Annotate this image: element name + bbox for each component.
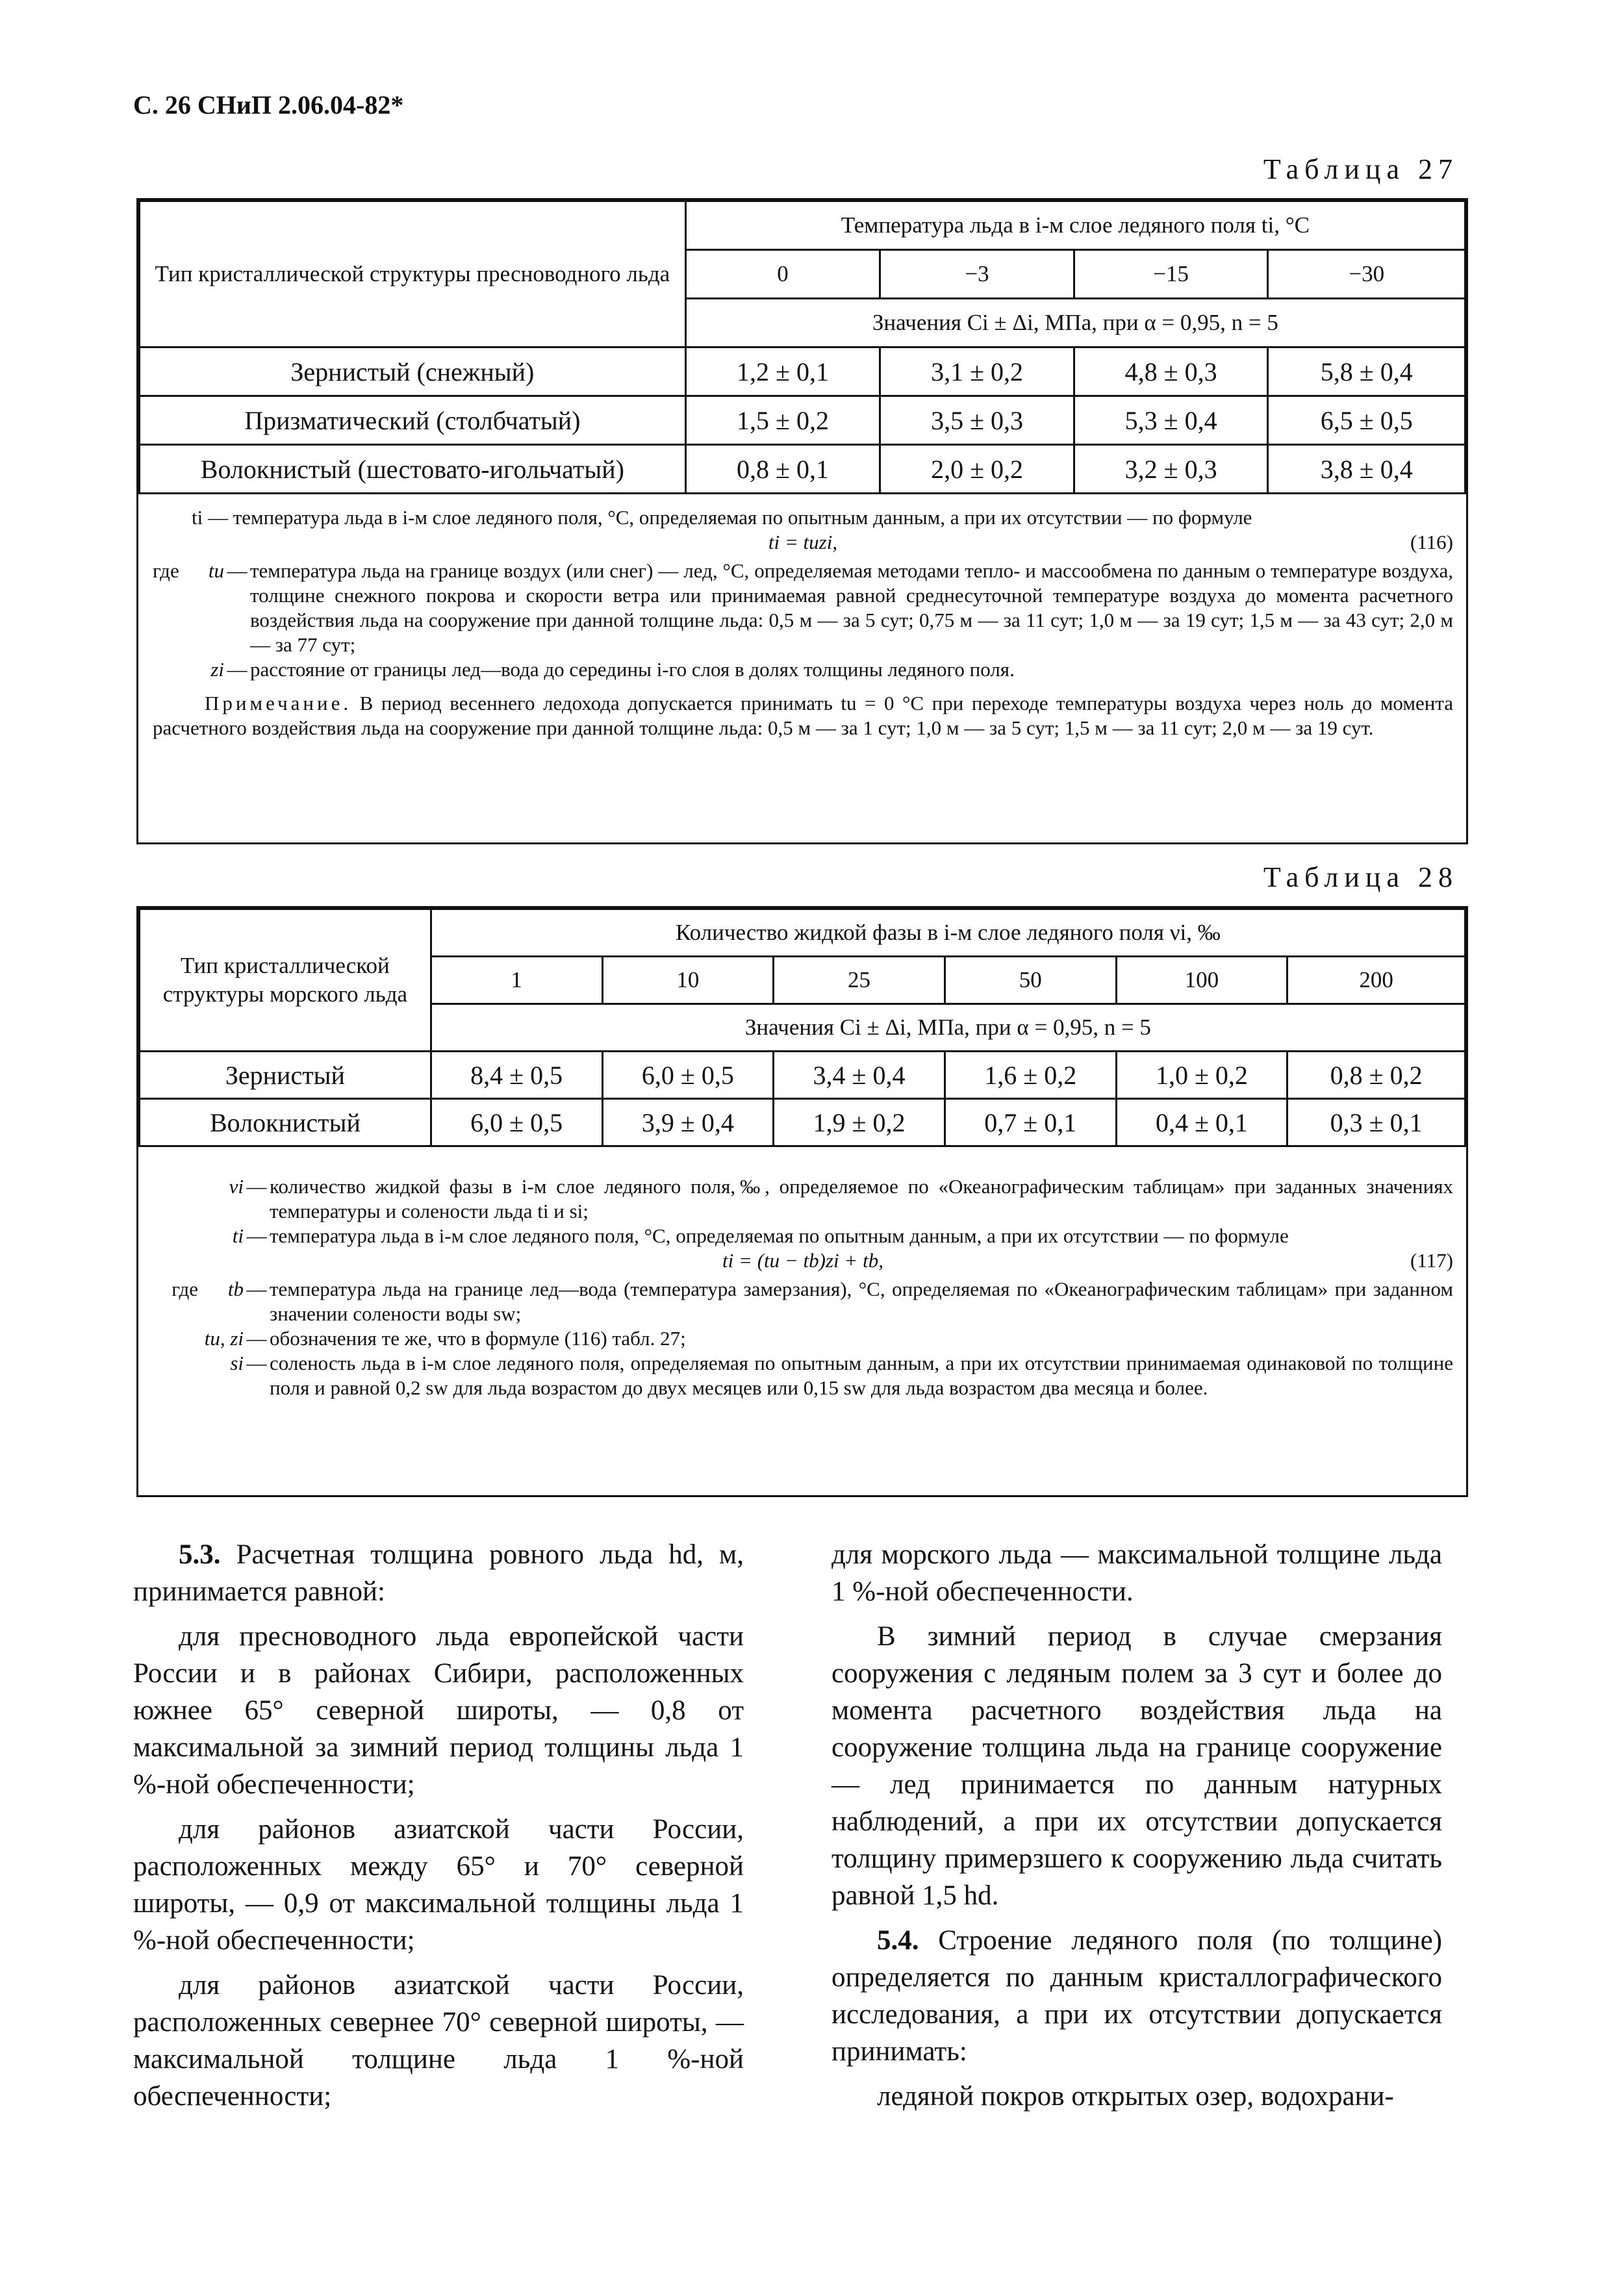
definition-text: соленость льда в i-м слое ледяного поля, определяемая по опытным данным, а при их отсутствии принимаемая одинаковой по толщине поля и равной 0,2 sw для льда возрастом до двух месяцев или 0,15 sw для льда возрастом два месяца и более. — [270, 1352, 1453, 1399]
table-27 — [136, 198, 1468, 844]
table-28-notes — [138, 1174, 1466, 1400]
definition-dash: — — [246, 1327, 267, 1350]
table-cell: 0,8 ± 0,1 — [685, 445, 880, 494]
table-27-temp: 0 — [685, 250, 880, 299]
page-header: С. 26 СНиП 2.06.04-82* — [133, 90, 404, 120]
note-text: В период весеннего ледохода допускается принимать tu = 0 °С при переходе температуры воздуха через ноль до момента расчетного воздействия льда на сооружение при данной толщине льда: 0,5 м — за 1 сут; 1,0 м — за 5 сут; 1,5 м — за 11 сут; 2,0 м — за 19 сут. — [153, 692, 1453, 739]
table-cell: 3,9 ± 0,4 — [602, 1099, 774, 1146]
section-number: 5.4. — [877, 1925, 919, 1956]
table-27-caption: Таблица 27 — [1263, 153, 1458, 185]
definition-row — [153, 1277, 1453, 1326]
table-cell: 6,5 ± 0,5 — [1268, 396, 1465, 445]
table-cell: 6,0 ± 0,5 — [602, 1052, 774, 1099]
table-row — [140, 347, 1465, 396]
table-27-row-label: Призматический (столбчатый) — [140, 396, 686, 445]
definition-row — [153, 1351, 1453, 1400]
table-cell: 3,1 ± 0,2 — [880, 347, 1074, 396]
table-27-type-header: Тип кристаллической структуры пресноводного льда — [140, 201, 686, 347]
table-27-notes — [138, 505, 1466, 740]
table-28-phase: 10 — [602, 957, 774, 1004]
table-28-phase: 50 — [945, 957, 1116, 1004]
table-cell: 0,3 ± 0,1 — [1288, 1099, 1465, 1146]
table-cell: 1,9 ± 0,2 — [774, 1099, 945, 1146]
table-28-phase: 25 — [774, 957, 945, 1004]
table-cell: 3,8 ± 0,4 — [1268, 445, 1465, 494]
definition-symbol: si — [230, 1352, 244, 1374]
table-28-grid — [138, 908, 1466, 1147]
paragraph: 5.4. Строение ледяного поля (по толщине) определяется по данным кристаллографического исследования, а при их отсутствии допускается принимать: — [831, 1925, 1442, 2067]
definition-symbol: tu — [208, 559, 224, 582]
table-cell: 8,4 ± 0,5 — [431, 1052, 602, 1099]
formula-116-expression: ti = tuzi, — [768, 531, 838, 553]
table-cell: 1,6 ± 0,2 — [945, 1052, 1116, 1099]
definition-symbol: ti — [232, 1224, 244, 1247]
table-row — [140, 445, 1465, 494]
definition-symbol: zi — [210, 658, 224, 681]
table-cell: 4,8 ± 0,3 — [1074, 347, 1268, 396]
formula-116 — [153, 530, 1453, 559]
table-cell: 3,5 ± 0,3 — [880, 396, 1074, 445]
table-27-grid — [138, 200, 1466, 494]
where-label: где — [153, 559, 179, 582]
note-label: Примечание. — [205, 692, 352, 714]
formula-116-number: (116) — [1410, 531, 1453, 553]
definition-text: обозначения те же, что в формуле (116) табл. 27; — [270, 1327, 686, 1350]
table-28-caption: Таблица 28 — [1263, 861, 1458, 893]
table-27-temp: −15 — [1074, 250, 1268, 299]
table-28-phase: 1 — [431, 957, 602, 1004]
table-27-row-label: Зернистый (снежный) — [140, 347, 686, 396]
definition-text: температура льда на границе воздух (или снег) — лед, °С, определяемая методами тепло- и массообмена по данным о температуре воздуха, толщине снежного покрова и скорости ветра или принимаемая равной среднесуточной температуре воздуха до момента расчетного воздействия льда на сооружение при данной толщине льда: 0,5 м — за 5 сут; 0,75 м — за 11 сут; 1,0 м — за 19 сут; 1,5 м — за 43 сут; 2,0 м — за 77 сут; — [250, 559, 1453, 656]
paragraph: 5.3. Расчетная толщина ровного льда hd, м, принимается равной: — [133, 1539, 744, 1607]
right-column — [831, 1536, 1442, 2123]
table-27-row-label: Волокнистый (шестовато-игольчатый) — [140, 445, 686, 494]
definition-row — [153, 559, 1453, 657]
definition-text: температура льда в i-м слое ледяного поля, °С, определяемая по опытным данным, а при их отсутствии — по формуле — [270, 1224, 1289, 1247]
paragraph: ледяной покров открытых озер, водохрани- — [877, 2081, 1394, 2112]
definition-symbol: νi — [229, 1175, 244, 1198]
table-cell: 1,5 ± 0,2 — [685, 396, 880, 445]
definition-dash: — — [246, 1278, 267, 1300]
table-28-row-label: Волокнистый — [140, 1099, 431, 1146]
definition-dash: — — [246, 1352, 267, 1374]
table-cell: 3,2 ± 0,3 — [1074, 445, 1268, 494]
formula-117-expression: ti = (tu − tb)zi + tb, — [722, 1249, 883, 1272]
table-cell: 1,2 ± 0,1 — [685, 347, 880, 396]
table-row — [140, 1052, 1465, 1099]
table-27-temp-header: Температура льда в i-м слое ледяного поля ti, °С — [685, 201, 1465, 250]
table-row — [140, 396, 1465, 445]
definition-dash: — — [227, 559, 247, 582]
table-27-note-ti: ti — температура льда в i-м слое ледяного поля, °С, определяемая по опытным данным, а при их отсутствии — по формуле — [192, 506, 1252, 529]
definition-text: количество жидкой фазы в i-м слое ледяного поля,‰, определяемое по «Океанографическим таблицам» при заданных значениях температуры и солености льда ti и si; — [270, 1175, 1453, 1222]
table-cell: 1,0 ± 0,2 — [1116, 1052, 1288, 1099]
table-cell: 0,8 ± 0,2 — [1288, 1052, 1465, 1099]
paragraph: для районов азиатской части России, расположенных между 65° и 70° северной широты, — 0,9 от максимальной толщины льда 1 %-ной обеспеченности; — [133, 1814, 744, 1956]
definition-dash: — — [246, 1175, 267, 1198]
table-cell: 0,7 ± 0,1 — [945, 1099, 1116, 1146]
left-column — [133, 1536, 744, 2123]
paragraph: для пресноводного льда европейской части России и в районах Сибири, расположенных южнее 65° северной широты, — 0,8 от максимальной за зимний период толщины льда 1 %-ной обеспеченности; — [133, 1621, 744, 1800]
table-28-phase: 200 — [1288, 957, 1465, 1004]
table-28-row-label: Зернистый — [140, 1052, 431, 1099]
formula-117 — [153, 1248, 1453, 1277]
definition-row — [153, 657, 1453, 682]
table-cell: 2,0 ± 0,2 — [880, 445, 1074, 494]
table-cell: 0,4 ± 0,1 — [1116, 1099, 1288, 1146]
table-28-phase: 100 — [1116, 957, 1288, 1004]
table-27-values-header: Значения Ci ± Δi, МПа, при α = 0,95, n = 5 — [685, 299, 1465, 347]
definition-row — [153, 1326, 1453, 1351]
definition-text: температура льда на границе лед—вода (температура замерзания), °С, определяемая по «Океанографическим таблицам» при заданном значении солености воды sw; — [270, 1278, 1453, 1325]
definition-text: расстояние от границы лед—вода до середины i-го слоя в долях толщины ледяного поля. — [250, 658, 1015, 681]
where-label: где — [171, 1278, 198, 1300]
definition-symbol: tb — [227, 1278, 244, 1300]
table-cell: 5,3 ± 0,4 — [1074, 396, 1268, 445]
definition-dash: — — [246, 1224, 267, 1247]
formula-117-number: (117) — [1410, 1249, 1453, 1272]
table-28-phase-header: Количество жидкой фазы в i-м слое ледяного поля νi, ‰ — [431, 909, 1465, 957]
paragraph: для районов азиатской части России, расположенных севернее 70° северной широты, — максимальной толщине льда 1 %-ной обеспеченности; — [133, 1970, 744, 2112]
table-row — [140, 1099, 1465, 1146]
table-cell: 5,8 ± 0,4 — [1268, 347, 1465, 396]
table-cell: 3,4 ± 0,4 — [774, 1052, 945, 1099]
table-27-temp: −30 — [1268, 250, 1465, 299]
table-28-values-header: Значения Ci ± Δi, МПа, при α = 0,95, n = 5 — [431, 1004, 1465, 1052]
definition-symbol: tu, zi — [204, 1327, 244, 1350]
definition-dash: — — [227, 658, 247, 681]
table-28-type-header: Тип кристаллической структуры морского льда — [140, 909, 431, 1052]
section-number: 5.3. — [179, 1539, 221, 1570]
table-cell: 6,0 ± 0,5 — [431, 1099, 602, 1146]
table-27-note — [153, 691, 1453, 740]
definition-row — [153, 1224, 1453, 1248]
definition-row — [153, 1174, 1453, 1224]
table-27-temp: −3 — [880, 250, 1074, 299]
table-28 — [136, 906, 1468, 1497]
paragraph: В зимний период в случае смерзания сооружения с ледяным полем за 3 сут и более до момента расчетного воздействия льда на сооружение толщина льда на границе сооружение — лед принимается по данным натурных наблюдений, а при их отсутствии допускается толщину примерзшего к сооружению льда считать равной 1,5 hd. — [831, 1621, 1442, 1911]
paragraph: для морского льда — максимальной толщине льда 1 %-ной обеспеченности. — [831, 1539, 1442, 1607]
